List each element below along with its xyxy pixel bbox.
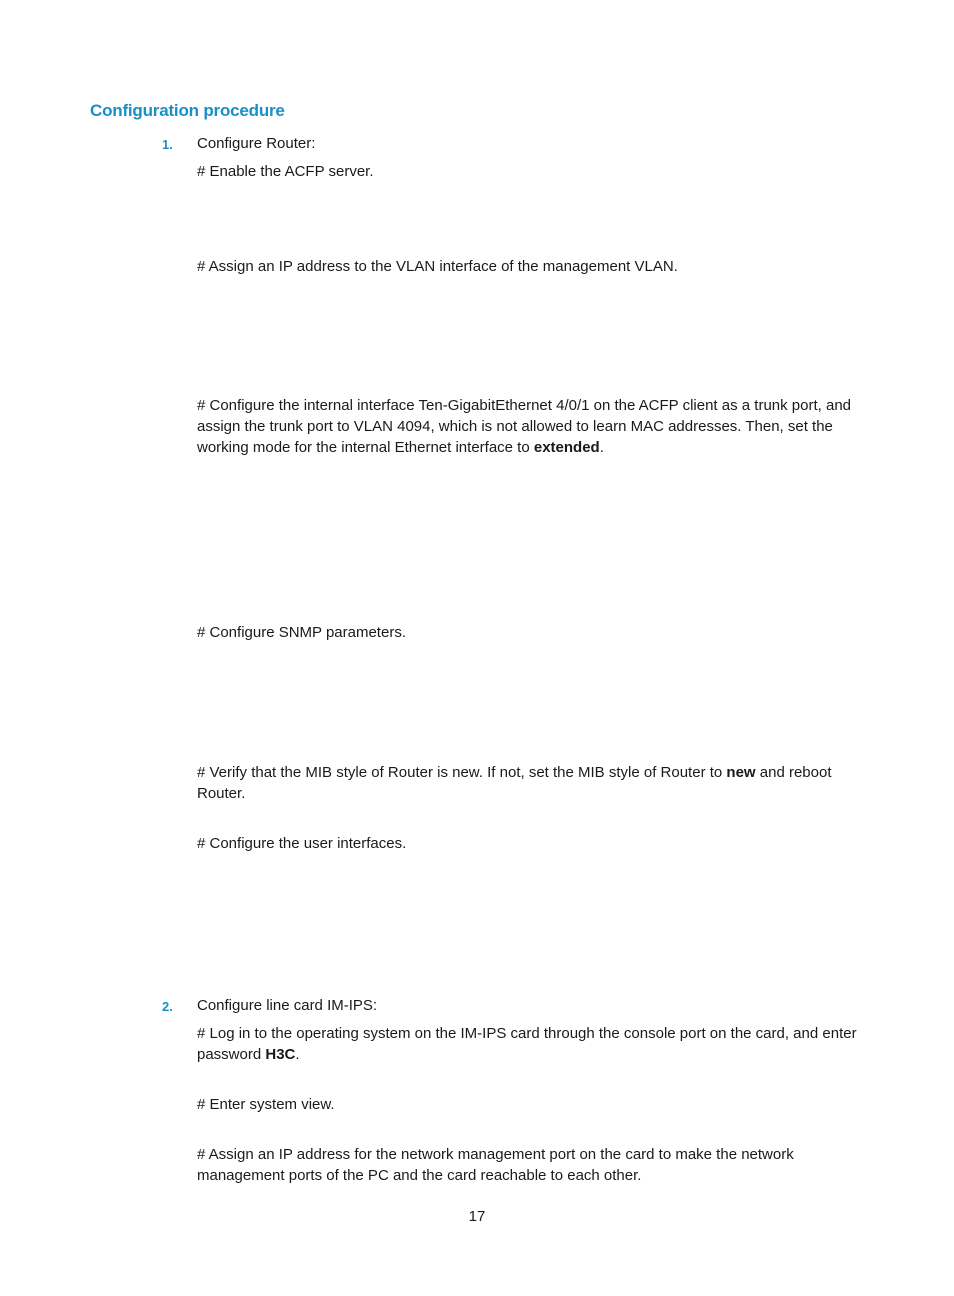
step-title-2: Configure line card IM-IPS: [197, 997, 378, 1014]
comment-user-interfaces: # Configure the user interfaces. [197, 835, 407, 852]
comment-enable-acfp: # Enable the ACFP server. [197, 163, 374, 180]
mib-text: # Verify that the MIB style of Router is new. If not, set the MIB style of Router to [197, 764, 727, 781]
login-text: # Log in to the operating system on the IM-IPS card through the console port on the card, and enter password [197, 1025, 857, 1063]
page-number: 17 [468, 1208, 486, 1225]
comment-snmp: # Configure SNMP parameters. [197, 624, 406, 641]
comment-system-view: # Enter system view. [197, 1096, 335, 1113]
keyword-h3c: H3C [265, 1046, 296, 1063]
comment-configure-trunk [197, 395, 867, 458]
trunk-text: # Configure the internal interface Ten-GigabitEthernet 4/0/1 on the ACFP client as a trunk port, and assign the trunk port to VLAN 4094, which is not allowed to learn MAC addresses. Then, set the working mode for the internal Ethernet interface to [197, 397, 852, 456]
comment-mib-style [197, 762, 867, 804]
trunk-text-end: . [599, 439, 604, 456]
keyword-extended: extended [533, 439, 600, 456]
step-title-1: Configure Router: [197, 135, 316, 152]
comment-login [197, 1023, 867, 1065]
comment-assign-ip-mgmt: # Assign an IP address for the network management port on the card to make the network management ports of the PC and the card reachable to each other. [197, 1146, 794, 1184]
step-number-2: 2. [162, 999, 173, 1014]
step-number-1: 1. [162, 137, 173, 152]
section-heading: Configuration procedure [90, 101, 285, 120]
login-text-end: . [295, 1046, 300, 1063]
keyword-new: new [726, 764, 756, 781]
comment-assign-ip-vlan: # Assign an IP address to the VLAN interface of the management VLAN. [197, 258, 678, 275]
mib-text-end: and reboot Router. [197, 764, 832, 802]
